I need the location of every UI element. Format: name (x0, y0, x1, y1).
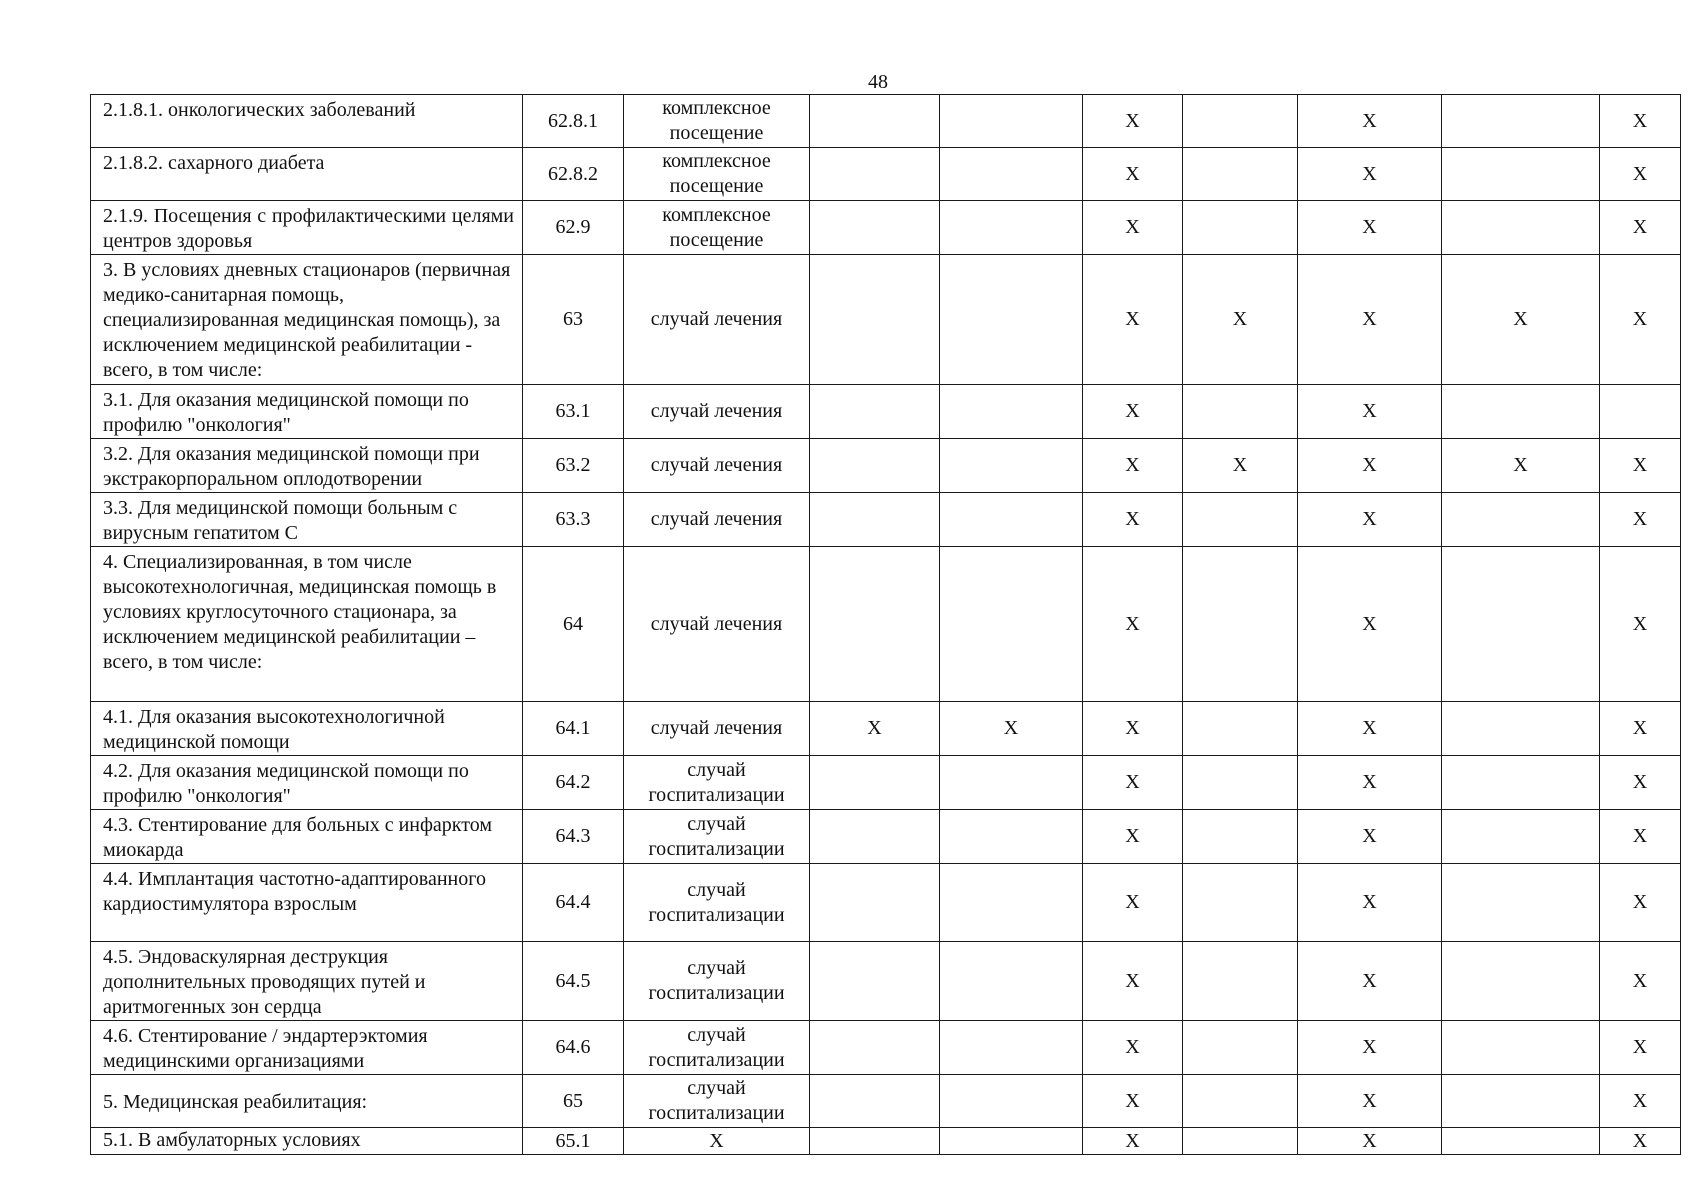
row-name-cell: 3.1. Для оказания медицинской помощи по профилю "онкология" (91, 385, 523, 439)
row-name-cell: 4.3. Стентирование для больных с инфарктом миокарда (91, 810, 523, 864)
row-value-cell (1442, 148, 1600, 201)
row-value-cell (1183, 702, 1298, 756)
row-value-cell (1600, 385, 1681, 439)
row-value-cell (810, 439, 940, 493)
row-value-cell (810, 547, 940, 702)
row-unit-cell: случай лечения (624, 493, 810, 547)
row-name-cell: 3. В условиях дневных стационаров (первичная медико-санитарная помощь, специализированная медицинская помощь), за исключением медицинской реабилитации - всего, в том числе: (91, 255, 523, 385)
row-code-cell: 64.3 (523, 810, 624, 864)
row-unit-cell: случай госпитализации (624, 810, 810, 864)
table-row (91, 439, 1681, 493)
row-value-cell: X (1600, 439, 1681, 493)
row-value-cell: X (1083, 255, 1183, 385)
row-code-cell: 65.1 (523, 1128, 624, 1155)
row-value-cell: X (1083, 1021, 1183, 1075)
row-value-cell (940, 756, 1083, 810)
row-value-cell: X (1083, 1128, 1183, 1155)
row-unit-cell: случай лечения (624, 702, 810, 756)
row-value-cell (1442, 547, 1600, 702)
row-value-cell: X (1183, 255, 1298, 385)
row-value-cell (1442, 942, 1600, 1021)
row-value-cell: X (1083, 439, 1183, 493)
row-value-cell (810, 255, 940, 385)
row-unit-cell: случай лечения (624, 385, 810, 439)
row-name-cell: 2.1.8.1. онкологических заболеваний (91, 95, 523, 148)
row-name-cell: 3.2. Для оказания медицинской помощи при экстракорпоральном оплодотворении (91, 439, 523, 493)
row-value-cell: X (1600, 756, 1681, 810)
row-value-cell: X (1083, 702, 1183, 756)
row-value-cell (1183, 95, 1298, 148)
row-value-cell (1183, 148, 1298, 201)
row-value-cell: X (1083, 493, 1183, 547)
row-value-cell: X (1600, 864, 1681, 942)
row-unit-cell: случай госпитализации (624, 1075, 810, 1128)
row-value-cell: X (1083, 810, 1183, 864)
row-unit-cell: комплексное посещение (624, 95, 810, 148)
row-value-cell: X (1298, 201, 1442, 255)
row-code-cell: 63.1 (523, 385, 624, 439)
row-value-cell: X (1442, 255, 1600, 385)
row-value-cell (1183, 810, 1298, 864)
table-row (91, 255, 1681, 385)
row-value-cell (810, 942, 940, 1021)
row-value-cell (1442, 810, 1600, 864)
row-value-cell (940, 201, 1083, 255)
row-value-cell: X (1600, 201, 1681, 255)
page-number: 48 (868, 71, 888, 93)
row-value-cell: X (1298, 810, 1442, 864)
row-code-cell: 63.2 (523, 439, 624, 493)
row-value-cell: X (1298, 942, 1442, 1021)
row-value-cell: X (1600, 148, 1681, 201)
table-row (91, 493, 1681, 547)
row-value-cell: X (1083, 385, 1183, 439)
row-value-cell: X (1600, 810, 1681, 864)
row-value-cell (1442, 1128, 1600, 1155)
table-row (91, 148, 1681, 201)
row-value-cell: X (1298, 1128, 1442, 1155)
table-row (91, 1128, 1681, 1155)
row-value-cell: X (1298, 493, 1442, 547)
row-value-cell: X (1600, 1128, 1681, 1155)
row-value-cell: X (1298, 864, 1442, 942)
row-name-cell: 2.1.8.2. сахарного диабета (91, 148, 523, 201)
row-value-cell (940, 942, 1083, 1021)
row-value-cell (1183, 864, 1298, 942)
row-value-cell: X (1600, 95, 1681, 148)
table-row (91, 942, 1681, 1021)
row-name-cell: 4.6. Стентирование / эндартерэктомия медицинскими организациями (91, 1021, 523, 1075)
table-row (91, 864, 1681, 942)
row-value-cell: X (1600, 1075, 1681, 1128)
row-unit-cell: случай госпитализации (624, 942, 810, 1021)
row-name-cell: 5.1. В амбулаторных условиях (91, 1128, 523, 1155)
row-value-cell (1183, 1128, 1298, 1155)
table-row (91, 756, 1681, 810)
row-value-cell: X (1600, 255, 1681, 385)
row-value-cell: X (1083, 547, 1183, 702)
row-value-cell (810, 1128, 940, 1155)
data-table (90, 94, 1681, 1155)
row-value-cell: X (1083, 942, 1183, 1021)
row-value-cell (1183, 942, 1298, 1021)
row-value-cell (940, 547, 1083, 702)
row-unit-cell: комплексное посещение (624, 201, 810, 255)
row-code-cell: 64.5 (523, 942, 624, 1021)
row-value-cell (940, 148, 1083, 201)
row-code-cell: 62.9 (523, 201, 624, 255)
row-value-cell (1183, 201, 1298, 255)
row-value-cell (810, 95, 940, 148)
row-value-cell (1442, 702, 1600, 756)
row-code-cell: 63 (523, 255, 624, 385)
row-value-cell (940, 385, 1083, 439)
row-code-cell: 64.1 (523, 702, 624, 756)
row-value-cell: X (1600, 1021, 1681, 1075)
row-name-cell: 4.2. Для оказания медицинской помощи по профилю "онкология" (91, 756, 523, 810)
row-value-cell (1183, 1075, 1298, 1128)
row-code-cell: 62.8.2 (523, 148, 624, 201)
row-value-cell: X (1600, 493, 1681, 547)
row-code-cell: 64.6 (523, 1021, 624, 1075)
row-value-cell (810, 756, 940, 810)
table-row (91, 1021, 1681, 1075)
table-row (91, 95, 1681, 148)
row-value-cell: X (940, 702, 1083, 756)
row-value-cell: X (1083, 95, 1183, 148)
row-unit-cell: комплексное посещение (624, 148, 810, 201)
row-value-cell: X (1083, 864, 1183, 942)
row-name-cell: 5. Медицинская реабилитация: (91, 1075, 523, 1128)
row-value-cell (940, 1021, 1083, 1075)
row-value-cell: X (1600, 702, 1681, 756)
row-code-cell: 64.4 (523, 864, 624, 942)
row-unit-cell: случай лечения (624, 255, 810, 385)
row-value-cell (1442, 385, 1600, 439)
row-code-cell: 64 (523, 547, 624, 702)
row-value-cell: X (1298, 1021, 1442, 1075)
row-code-cell: 64.2 (523, 756, 624, 810)
row-value-cell (810, 493, 940, 547)
row-value-cell: X (810, 702, 940, 756)
table-row (91, 201, 1681, 255)
row-value-cell (810, 385, 940, 439)
row-value-cell (1442, 493, 1600, 547)
row-value-cell (810, 1075, 940, 1128)
row-unit-cell: случай госпитализации (624, 756, 810, 810)
row-name-cell: 4.4. Имплантация частотно-адаптированного кардиостимулятора взрослым (91, 864, 523, 942)
row-value-cell (940, 864, 1083, 942)
table-row (91, 702, 1681, 756)
row-value-cell: X (1442, 439, 1600, 493)
row-unit-cell: случай лечения (624, 547, 810, 702)
row-unit-cell: X (624, 1128, 810, 1155)
row-value-cell: X (1298, 255, 1442, 385)
row-unit-cell: случай лечения (624, 439, 810, 493)
row-value-cell (810, 148, 940, 201)
row-value-cell: X (1083, 756, 1183, 810)
row-value-cell (1183, 756, 1298, 810)
row-value-cell (1442, 95, 1600, 148)
row-value-cell: X (1298, 1075, 1442, 1128)
table-row (91, 547, 1681, 702)
row-unit-cell: случай госпитализации (624, 1021, 810, 1075)
row-value-cell (1442, 1021, 1600, 1075)
row-value-cell: X (1298, 702, 1442, 756)
row-value-cell: X (1298, 756, 1442, 810)
row-value-cell (1442, 1075, 1600, 1128)
row-code-cell: 62.8.1 (523, 95, 624, 148)
row-value-cell (1442, 756, 1600, 810)
row-value-cell: X (1183, 439, 1298, 493)
table-row (91, 810, 1681, 864)
row-value-cell (940, 1075, 1083, 1128)
row-unit-cell: случай госпитализации (624, 864, 810, 942)
row-value-cell (810, 864, 940, 942)
row-value-cell (1183, 385, 1298, 439)
row-value-cell (940, 439, 1083, 493)
row-name-cell: 2.1.9. Посещения с профилактическими целями центров здоровья (91, 201, 523, 255)
table-row (91, 385, 1681, 439)
row-name-cell: 4.5. Эндоваскулярная деструкция дополнительных проводящих путей и аритмогенных зон сердца (91, 942, 523, 1021)
row-value-cell (940, 493, 1083, 547)
row-value-cell: X (1083, 1075, 1183, 1128)
row-value-cell: X (1083, 148, 1183, 201)
row-value-cell: X (1083, 201, 1183, 255)
row-value-cell (1442, 201, 1600, 255)
row-value-cell (940, 1128, 1083, 1155)
row-value-cell: X (1298, 148, 1442, 201)
row-value-cell: X (1298, 547, 1442, 702)
row-value-cell: X (1600, 547, 1681, 702)
row-value-cell (810, 810, 940, 864)
row-value-cell (1442, 864, 1600, 942)
row-value-cell: X (1298, 385, 1442, 439)
row-name-cell: 3.3. Для медицинской помощи больным с вирусным гепатитом С (91, 493, 523, 547)
row-value-cell: X (1298, 439, 1442, 493)
row-value-cell (940, 810, 1083, 864)
row-value-cell (940, 255, 1083, 385)
row-value-cell (1183, 1021, 1298, 1075)
table-row (91, 1075, 1681, 1128)
row-value-cell (810, 1021, 940, 1075)
row-value-cell (1183, 493, 1298, 547)
row-name-cell: 4.1. Для оказания высокотехнологичной медицинской помощи (91, 702, 523, 756)
row-value-cell (940, 95, 1083, 148)
row-value-cell (1183, 547, 1298, 702)
row-value-cell (810, 201, 940, 255)
row-value-cell: X (1298, 95, 1442, 148)
row-code-cell: 65 (523, 1075, 624, 1128)
row-code-cell: 63.3 (523, 493, 624, 547)
row-value-cell: X (1600, 942, 1681, 1021)
row-name-cell: 4. Специализированная, в том числе высокотехнологичная, медицинская помощь в условиях круглосуточного стационара, за исключением медицинской реабилитации – всего, в том числе: (91, 547, 523, 702)
